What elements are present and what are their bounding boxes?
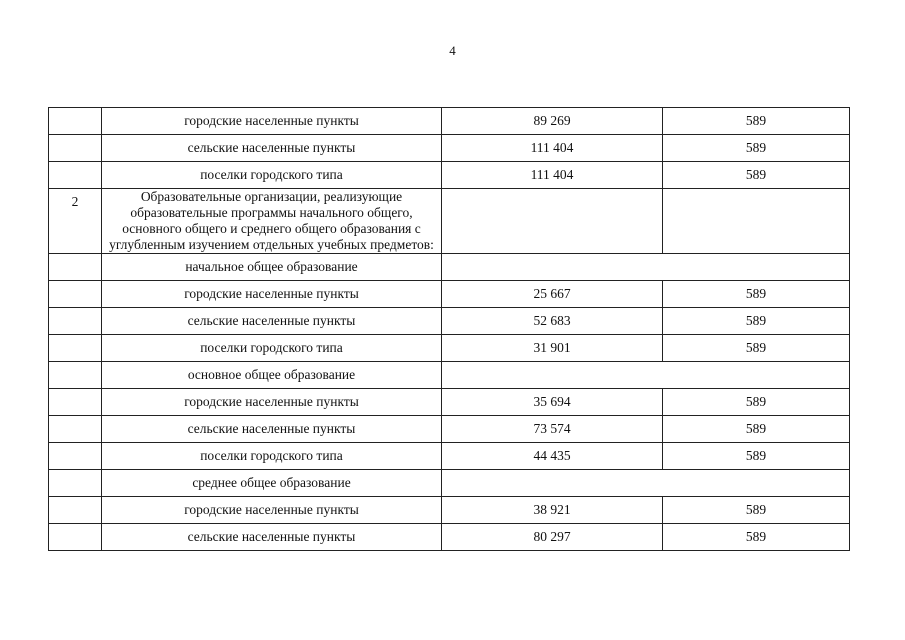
value-cell-1: 52 683 [442,308,663,335]
value-cell-merged [442,254,850,281]
value-cell-2: 589 [663,162,850,189]
row-label-cell: городские населенные пункты [102,281,442,308]
value-cell-1: 44 435 [442,443,663,470]
value-cell-2: 589 [663,443,850,470]
table-row-subhead [49,254,850,281]
subsection-label-cell: основное общее образование [102,362,442,389]
value-cell-2: 589 [663,389,850,416]
value-cell-2: 589 [663,108,850,135]
value-cell-1: 111 404 [442,135,663,162]
subsection-label-cell: начальное общее образование [102,254,442,281]
row-number-cell [49,335,102,362]
row-number-cell [49,443,102,470]
value-cell-1: 25 667 [442,281,663,308]
row-number-cell [49,416,102,443]
row-number-cell [49,281,102,308]
row-number-cell [49,524,102,551]
table-row [49,524,850,551]
value-cell-1: 73 574 [442,416,663,443]
value-cell-2: 589 [663,524,850,551]
table-row [49,389,850,416]
row-label-cell: городские населенные пункты [102,108,442,135]
row-label-cell: сельские населенные пункты [102,135,442,162]
row-label-cell: поселки городского типа [102,335,442,362]
row-number-cell [49,108,102,135]
table-row-subhead [49,470,850,497]
row-label-cell: поселки городского типа [102,443,442,470]
table-row [49,281,850,308]
value-cell-1 [442,189,663,254]
value-cell-2: 589 [663,135,850,162]
row-number-cell [49,135,102,162]
row-label-cell: городские населенные пункты [102,389,442,416]
value-cell-1: 89 269 [442,108,663,135]
row-number-cell [49,308,102,335]
row-label-cell: сельские населенные пункты [102,416,442,443]
table-row [49,135,850,162]
row-label-cell: поселки городского типа [102,162,442,189]
page-number: 4 [449,43,456,58]
section-heading-cell: Образовательные организации, реализующие образовательные программы начального общего, основного общего и среднего общего образования с углубленным изучением отдельных учебных предметов: [102,189,442,254]
value-cell-2: 589 [663,281,850,308]
row-number-cell: 2 [49,189,102,254]
row-number-cell [49,497,102,524]
row-number-cell [49,470,102,497]
row-number-cell [49,162,102,189]
value-cell-1: 31 901 [442,335,663,362]
value-cell-1: 111 404 [442,162,663,189]
row-label-cell: сельские населенные пункты [102,308,442,335]
table-row [49,308,850,335]
row-number-cell [49,362,102,389]
value-cell-2: 589 [663,335,850,362]
row-number-cell [49,389,102,416]
row-label-cell: городские населенные пункты [102,497,442,524]
value-cell-merged [442,470,850,497]
row-number-cell [49,254,102,281]
table-row [49,497,850,524]
row-label-cell: сельские населенные пункты [102,524,442,551]
subsection-label-cell: среднее общее образование [102,470,442,497]
value-cell-1: 80 297 [442,524,663,551]
value-cell-1: 38 921 [442,497,663,524]
table-row [49,108,850,135]
value-cell-2: 589 [663,497,850,524]
table-row [49,335,850,362]
value-cell-2 [663,189,850,254]
table-row [49,416,850,443]
table-row [49,162,850,189]
table-row [49,443,850,470]
value-cell-2: 589 [663,416,850,443]
value-cell-2: 589 [663,308,850,335]
value-cell-merged [442,362,850,389]
table-row-subhead [49,362,850,389]
value-cell-1: 35 694 [442,389,663,416]
data-table [48,107,850,551]
table-row-section [49,189,850,254]
